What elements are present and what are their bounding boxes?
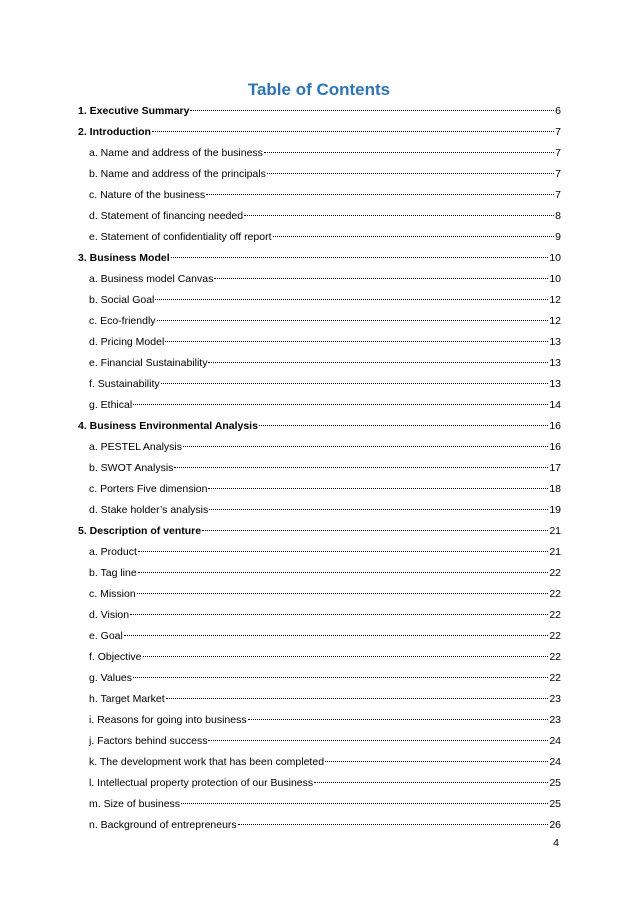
toc-entry-label: b. Name and address of the principals bbox=[89, 168, 266, 180]
dot-leader bbox=[209, 508, 548, 510]
toc-entry-page: 23 bbox=[549, 714, 561, 726]
toc-entry[interactable] bbox=[78, 395, 561, 416]
toc-entry[interactable] bbox=[78, 437, 561, 458]
toc-entry[interactable] bbox=[78, 353, 561, 374]
page-number: 4 bbox=[553, 837, 559, 849]
dot-leader bbox=[137, 592, 549, 594]
toc-entry-page: 13 bbox=[549, 336, 561, 348]
toc-entry-label: a. Business model Canvas bbox=[89, 273, 214, 285]
toc-entry-label: 4. Business Environmental Analysis bbox=[78, 420, 258, 432]
toc-entry-page: 18 bbox=[549, 483, 561, 495]
dot-leader bbox=[130, 613, 548, 615]
toc-entry[interactable] bbox=[78, 626, 561, 647]
dot-leader bbox=[314, 781, 548, 783]
toc-entry-page: 10 bbox=[549, 252, 561, 264]
dot-leader bbox=[143, 655, 549, 657]
toc-entry-label: c. Nature of the business bbox=[89, 189, 206, 201]
toc-entry-label: e. Statement of confidentiality off report bbox=[89, 231, 272, 243]
toc-entry-label: m. Size of business bbox=[89, 798, 181, 810]
toc-entry-label: a. Name and address of the business bbox=[89, 147, 263, 159]
toc-entry-label: d. Statement of financing needed bbox=[89, 210, 244, 222]
toc-entry-page: 6 bbox=[555, 105, 561, 117]
dot-leader bbox=[238, 823, 549, 825]
dot-leader bbox=[248, 718, 549, 720]
dot-leader bbox=[174, 466, 548, 468]
toc-entry-page: 13 bbox=[549, 357, 561, 369]
toc-entry-label: d. Vision bbox=[89, 609, 130, 621]
dot-leader bbox=[155, 298, 548, 300]
toc-entry[interactable] bbox=[78, 269, 561, 290]
dot-leader bbox=[133, 676, 548, 678]
dot-leader bbox=[133, 403, 548, 405]
toc-entry-label: e. Goal bbox=[89, 630, 123, 642]
toc-entry[interactable] bbox=[78, 647, 561, 668]
toc-entry-label: b. Tag line bbox=[89, 567, 137, 579]
toc-entry-page: 16 bbox=[549, 420, 561, 432]
dot-leader bbox=[138, 550, 548, 552]
toc-entry[interactable] bbox=[78, 542, 561, 563]
toc-entry[interactable] bbox=[78, 332, 561, 353]
toc-entry-label: 2. Introduction bbox=[78, 126, 151, 138]
toc-entry-page: 26 bbox=[549, 819, 561, 831]
dot-leader bbox=[124, 634, 548, 636]
toc-entry[interactable] bbox=[78, 521, 561, 542]
toc-title: Table of Contents bbox=[247, 80, 391, 99]
toc-entry-label: 1. Executive Summary bbox=[78, 105, 190, 117]
toc-entry-page: 23 bbox=[549, 693, 561, 705]
toc-entry-page: 22 bbox=[549, 609, 561, 621]
toc-entry[interactable] bbox=[78, 311, 561, 332]
dot-leader bbox=[202, 529, 548, 531]
dot-leader bbox=[171, 256, 549, 258]
toc-entry-page: 14 bbox=[549, 399, 561, 411]
toc-entry[interactable] bbox=[78, 710, 561, 731]
toc-entry-label: b. SWOT Analysis bbox=[89, 462, 174, 474]
toc-entry[interactable] bbox=[78, 206, 561, 227]
dot-leader bbox=[264, 151, 554, 153]
toc-entry-label: i. Reasons for going into business bbox=[89, 714, 247, 726]
toc-entry-page: 25 bbox=[549, 798, 561, 810]
toc-entry-page: 12 bbox=[549, 315, 561, 327]
toc-entry-page: 7 bbox=[555, 189, 561, 201]
toc-entry-label: j. Factors behind success bbox=[89, 735, 208, 747]
toc-entry-label: a. PESTEL Analysis bbox=[89, 441, 182, 453]
toc-entry[interactable] bbox=[78, 689, 561, 710]
toc-entry-label: 5. Description of venture bbox=[78, 525, 202, 537]
toc-entry-page: 22 bbox=[549, 588, 561, 600]
toc-entry[interactable] bbox=[78, 101, 561, 122]
toc-entry[interactable] bbox=[78, 500, 561, 521]
toc-entry[interactable] bbox=[78, 143, 561, 164]
toc-entry[interactable] bbox=[78, 248, 561, 269]
toc-entry[interactable] bbox=[78, 794, 561, 815]
toc-entry-label: h. Target Market bbox=[89, 693, 165, 705]
toc-entry-label: c. Eco-friendly bbox=[89, 315, 156, 327]
toc-entry-label: g. Ethical bbox=[89, 399, 133, 411]
toc-entry-page: 22 bbox=[549, 630, 561, 642]
toc-entry-page: 7 bbox=[555, 147, 561, 159]
toc-entry-page: 25 bbox=[549, 777, 561, 789]
toc-entry[interactable] bbox=[78, 458, 561, 479]
toc-entry-page: 16 bbox=[549, 441, 561, 453]
toc-entry-page: 19 bbox=[549, 504, 561, 516]
toc-entry[interactable] bbox=[78, 416, 561, 437]
dot-leader bbox=[208, 487, 548, 489]
toc-entry-label: a. Product bbox=[89, 546, 137, 558]
toc-entry[interactable] bbox=[78, 584, 561, 605]
toc-entry-page: 22 bbox=[549, 672, 561, 684]
toc-entry[interactable] bbox=[78, 773, 561, 794]
toc-entry-label: n. Background of entrepreneurs bbox=[89, 819, 237, 831]
dot-leader bbox=[138, 571, 549, 573]
toc-entry-label: l. Intellectual property protection of our Business bbox=[89, 777, 314, 789]
toc-entry-page: 24 bbox=[549, 735, 561, 747]
toc-entry-page: 9 bbox=[555, 231, 561, 243]
toc-entry-page: 13 bbox=[549, 378, 561, 390]
toc-entry[interactable] bbox=[78, 815, 561, 836]
toc-entry-label: k. The development work that has been completed bbox=[89, 756, 325, 768]
toc-entry-label: 3. Business Model bbox=[78, 252, 170, 264]
dot-leader bbox=[181, 802, 548, 804]
toc-entry-page: 12 bbox=[549, 294, 561, 306]
toc-entry[interactable] bbox=[78, 668, 561, 689]
toc-entry[interactable] bbox=[78, 164, 561, 185]
toc-entry-page: 21 bbox=[549, 546, 561, 558]
toc-entry[interactable] bbox=[78, 731, 561, 752]
dot-leader bbox=[190, 109, 554, 111]
dot-leader bbox=[273, 235, 555, 237]
toc-entry-label: c. Porters Five dimension bbox=[89, 483, 208, 495]
toc-entry[interactable] bbox=[78, 122, 561, 143]
toc-entry-page: 22 bbox=[549, 567, 561, 579]
dot-leader bbox=[244, 214, 554, 216]
toc-entry-page: 24 bbox=[549, 756, 561, 768]
toc-entry-label: d. Stake holder’s analysis bbox=[89, 504, 209, 516]
toc-list bbox=[78, 101, 561, 836]
dot-leader bbox=[183, 445, 548, 447]
dot-leader bbox=[165, 340, 548, 342]
toc-entry[interactable] bbox=[78, 290, 561, 311]
toc-entry-page: 17 bbox=[549, 462, 561, 474]
dot-leader bbox=[208, 739, 548, 741]
dot-leader bbox=[166, 697, 549, 699]
dot-leader bbox=[208, 361, 548, 363]
toc-entry-label: d. Pricing Model bbox=[89, 336, 165, 348]
toc-entry-label: g. Values bbox=[89, 672, 132, 684]
toc-entry-label: e. Financial Sustainability bbox=[89, 357, 208, 369]
dot-leader bbox=[214, 277, 548, 279]
dot-leader bbox=[259, 424, 548, 426]
dot-leader bbox=[267, 172, 554, 174]
dot-leader bbox=[157, 319, 549, 321]
toc-entry-page: 7 bbox=[555, 126, 561, 138]
toc-entry-label: b. Social Goal bbox=[89, 294, 155, 306]
toc-entry-label: c. Mission bbox=[89, 588, 136, 600]
toc-entry[interactable] bbox=[78, 185, 561, 206]
toc-entry-page: 21 bbox=[549, 525, 561, 537]
toc-entry-label: f. Sustainability bbox=[89, 378, 160, 390]
dot-leader bbox=[206, 193, 554, 195]
toc-entry[interactable] bbox=[78, 374, 561, 395]
toc-entry[interactable] bbox=[78, 227, 561, 248]
dot-leader bbox=[325, 760, 548, 762]
toc-entry[interactable] bbox=[78, 605, 561, 626]
toc-entry-page: 10 bbox=[549, 273, 561, 285]
dot-leader bbox=[152, 130, 554, 132]
toc-entry[interactable] bbox=[78, 563, 561, 584]
toc-entry-page: 8 bbox=[555, 210, 561, 222]
toc-entry[interactable] bbox=[78, 752, 561, 773]
toc-entry-page: 7 bbox=[555, 168, 561, 180]
toc-entry-label: f. Objective bbox=[89, 651, 142, 663]
toc-entry[interactable] bbox=[78, 479, 561, 500]
toc-entry-page: 22 bbox=[549, 651, 561, 663]
dot-leader bbox=[161, 382, 549, 384]
